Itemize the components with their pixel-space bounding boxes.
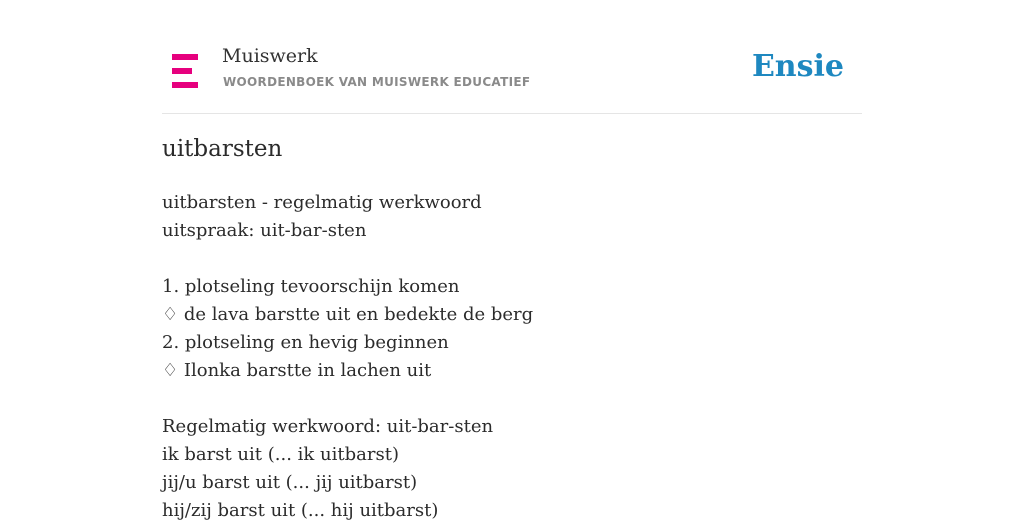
ensie-logo-link[interactable]: Ensie: [751, 49, 844, 84]
entry-line: hij/zij barst uit (... hij uitbarst): [162, 500, 439, 521]
muiswerk-logo-icon[interactable]: [172, 54, 200, 88]
site-subtitle: WOORDENBOEK VAN MUISWERK EDUCATIEF: [223, 75, 531, 89]
entry-content: [162, 189, 533, 525]
entry-line: 2. plotseling en hevig beginnen: [162, 332, 449, 353]
entry-line: jij/u barst uit (... jij uitbarst): [162, 472, 418, 493]
site-header: [162, 0, 862, 114]
entry-line: uitbarsten - regelmatig werkwoord: [162, 192, 482, 213]
entry-line: 1. plotseling tevoorschijn komen: [162, 276, 460, 297]
blank-line: [162, 245, 533, 273]
entry-line: uitspraak: uit-bar-sten: [162, 220, 367, 241]
blank-line: [162, 385, 533, 413]
entry-line: ♢ Ilonka barstte in lachen uit: [162, 360, 432, 381]
entry-title: uitbarsten: [162, 136, 283, 162]
page-wrapper: [162, 0, 862, 521]
entry-line: Regelmatig werkwoord: uit-bar-sten: [162, 416, 494, 437]
entry-line: ♢ de lava barstte uit en bedekte de berg: [162, 304, 534, 325]
entry-line: ik barst uit (... ik uitbarst): [162, 444, 399, 465]
site-name[interactable]: Muiswerk: [222, 45, 318, 67]
